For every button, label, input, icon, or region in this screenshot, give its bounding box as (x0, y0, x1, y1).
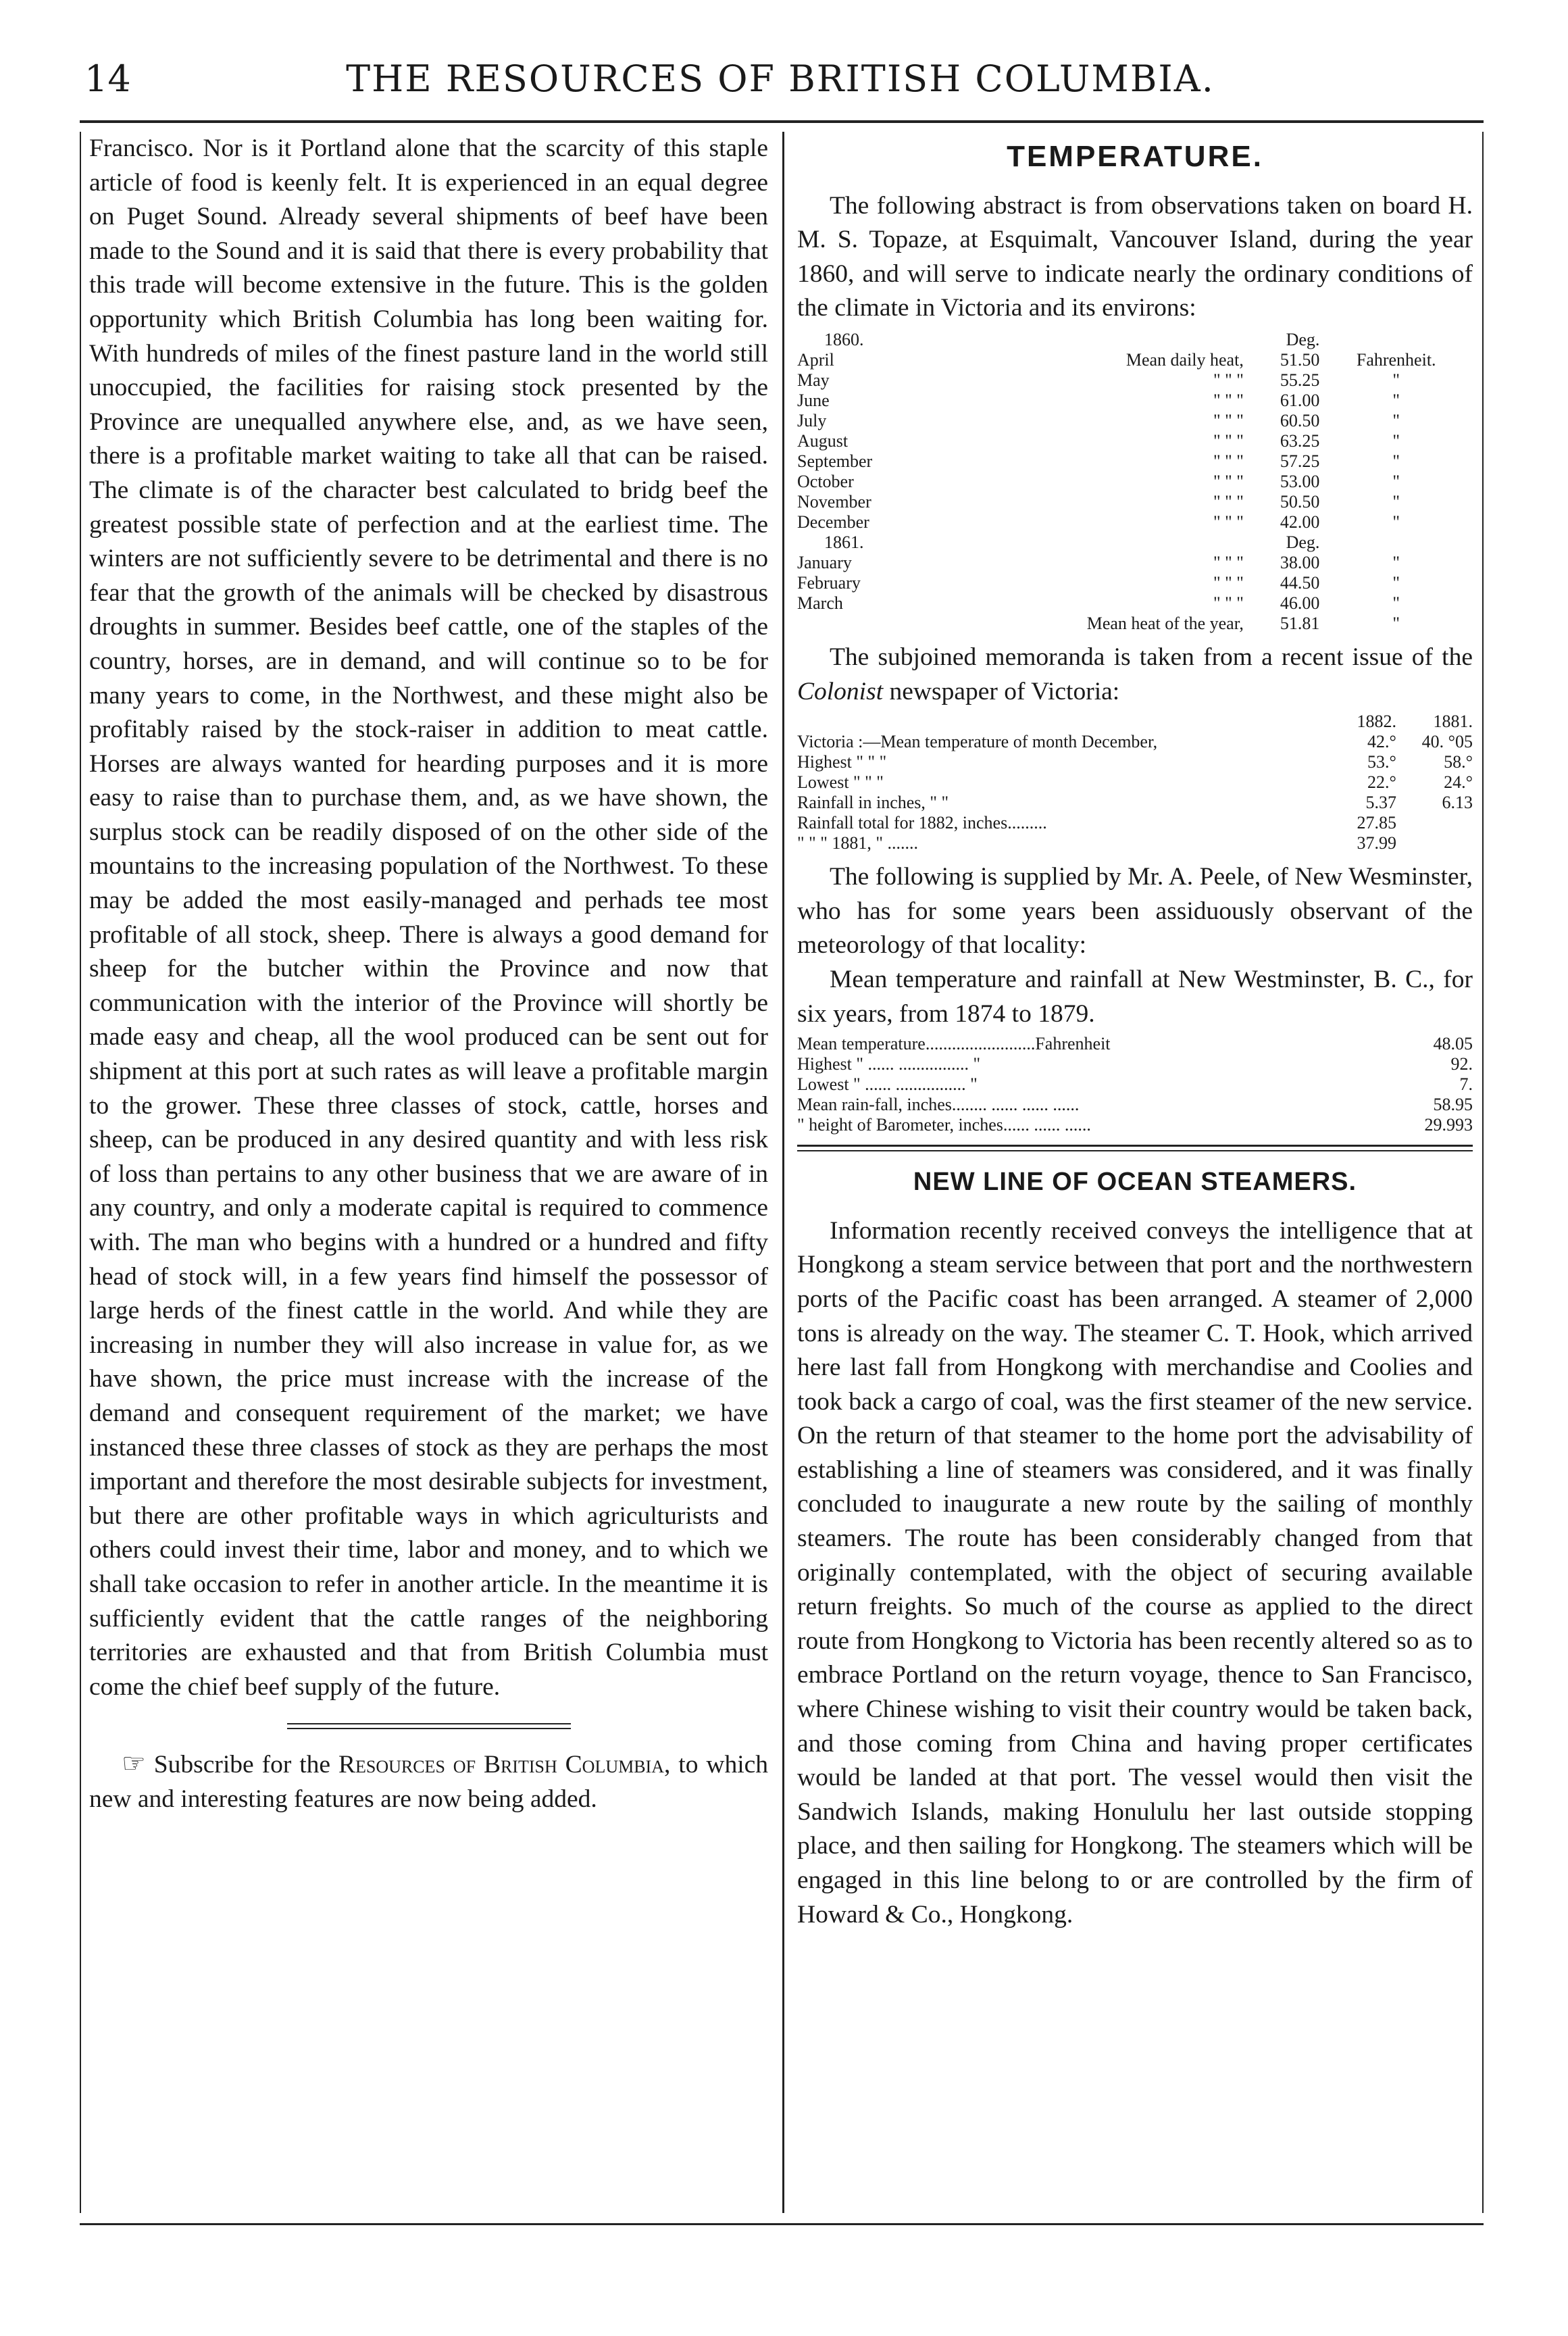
colonist-weather-table (797, 712, 1473, 853)
peele-caption: Mean temperature and rainfall at New Westminster, B. C., for six years, from 1874 to 1879. (797, 965, 1473, 1028)
table-row: Mean rain-fall, inches........ ...... ...... ...... 58.95 (797, 1095, 1473, 1115)
new-westminster-table (797, 1034, 1473, 1135)
right-column (797, 132, 1473, 1932)
colonist-newspaper-name: Colonist (797, 677, 884, 705)
table-row: Mean temperature.........................Fahrenheit 48.05 (797, 1034, 1473, 1054)
steamers-heading: NEW LINE OF OCEAN STEAMERS. (913, 1168, 1357, 1197)
table-row: May " " " 55.25 " (797, 370, 1400, 390)
temperature-intro: The following abstract is from observations taken on board H. M. S. Topaze, at Esquimalt, Vancouver Island, during the year 1860, and will serve to indicate nearly the ordinary conditions of the climate in Victoria and its environs: (797, 191, 1473, 322)
table-row: August " " " 63.25 " (797, 430, 1400, 451)
table-row: Rainfall total for 1882, inches......... 27.85 (797, 813, 1396, 833)
right-frame (1482, 132, 1484, 2213)
section-divider (287, 1723, 571, 1729)
table-row: " height of Barometer, inches...... ...... ...... 29.993 (797, 1115, 1473, 1135)
table-row: March " " " 46.00 " (797, 593, 1400, 613)
table-row: Lowest " ...... ................ " 7. (797, 1074, 1473, 1095)
table-row: " " " 1881, " ....... 37.99 (797, 833, 1396, 853)
topaze-temperature-table (797, 330, 1473, 634)
table-header-row: 1882. 1881. (1357, 712, 1473, 732)
page-number: 14 (84, 57, 131, 100)
table-row: February " " " 44.50 " (797, 572, 1400, 593)
table-row: July " " " 60.50 " (797, 410, 1400, 430)
left-column (89, 132, 768, 1817)
table-row: Highest " " " 53.° 58.° (797, 752, 1473, 772)
table-row: April Mean daily heat, 51.50 Fahrenheit. (797, 349, 1436, 370)
subscribe-notice: ☞ Subscribe for the Resources of British Columbia, to which new and interesting features are now being added. (89, 1748, 769, 1813)
running-title: THE RESOURCES OF BRITISH COLUMBIA. (346, 57, 1215, 100)
table-row: October " " " 53.00 " (797, 471, 1400, 491)
steamers-article-text: Information recently received conveys the intelligence that at Hongkong a steam service between that port and the northwestern ports of the Pacific coast has been arranged. A steamer of 2,000 tons is already on the way. The steamer C. T. Hook, which arrived here last fall from Hongkong with merchandise and Coolies and took back a cargo of coal, was the first steamer of the new service. On the return of that steamer to the home port the advisability of establishing a line of steamers was considered, and it was finally concluded to inaugurate a new route by the sailing of monthly steamers. The route has been considerably changed from that originally contemplated, with the object of securing available return freights. So much of the course as applied to the direct route from Hongkong to Victoria has been recently altered so as to embrace Portland on the return voyage, thence to San Francisco, where Chinese wishing to visit their country would be taken back, and those coming from China and having proper certificates would be landed at that port. The vessel would then visit the Sandwich Islands, making Honululu her last outside stopping place, and then sailing for Hongkong. The steamers which will be engaged in this line belong to or are controlled by the firm of Howard & Co., Hongkong. (797, 1216, 1473, 1929)
section-divider (797, 1145, 1473, 1151)
table-row: Mean heat of the year, 51.81 " (1086, 613, 1400, 633)
top-rule (80, 120, 1484, 123)
temperature-heading: TEMPERATURE. (1007, 140, 1263, 173)
table-row: Rainfall in inches, " " 5.37 6.13 (797, 793, 1473, 813)
table-row: September " " " 57.25 " (797, 451, 1400, 471)
publication-title: Resources of British Columbia (338, 1751, 664, 1779)
bottom-rule (80, 2223, 1484, 2225)
table-row: June " " " 61.00 " (797, 390, 1400, 410)
pointing-hand-icon: ☞ (122, 1748, 146, 1779)
table-row: 1860. Deg. (824, 329, 1320, 349)
left-frame (80, 132, 81, 2213)
table-row: Victoria :—Mean temperature of month December, 42.° 40. °05 (797, 732, 1473, 752)
table-row: Highest " ...... ................ " 92. (797, 1054, 1473, 1074)
table-row: January " " " 38.00 " (797, 552, 1400, 572)
page-header (84, 57, 1476, 118)
peele-intro: The following is supplied by Mr. A. Peele, of New Wesminster, who has for some years been assiduously observant of the meteorology of that locality: (797, 863, 1473, 960)
table-row: 1861. Deg. (824, 532, 1320, 552)
table-row: Lowest " " " 22.° 24.° (797, 772, 1473, 793)
table-row: December " " " 42.00 " (797, 512, 1400, 532)
colonist-intro: The subjoined memoranda is taken from a recent issue of the Colonist newspaper of Victoria: (797, 643, 1473, 705)
table-row: November " " " 50.50 " (797, 491, 1400, 512)
column-divider (782, 132, 784, 2213)
cattle-article-text: Francisco. Nor is it Portland alone that the scarcity of this staple article of food is keenly felt. It is experienced in an equal degree on Puget Sound. Already several shipments of beef have been made to the Sound and it is said that there is every probability that this trade will become extensive in the future. This is the golden opportunity which British Columbia has long been waiting for. With hundreds of miles of the finest pasture land in the world still unoccupied, the facilities for raising stock presented by the Province are unequalled anywhere else, and, as we have seen, there is a profitable market waiting to take all that can be raised. The climate is of the character best calculated to bridg beef the greatest possible state of perfection and at the earliest time. The winters are not sufficiently severe to be detrimental and there is no fear that the growth of the animals will be checked by disastrous droughts in summer. Besides beef cattle, one of the staples of the country, horses, are in demand, and will continue so to be for many years to come, in the Northwest, and these might also be profitably raised by the stock-raiser in addition to meat cattle. Horses are always wanted for hearding purposes and it is more easy to raise than to purchase them, and, as we have shown, the surplus stock can be readily disposed of on the other side of the mountains to the increasing population of the Northwest. To these may be added the most easily-managed and perhads tee most profitable of all stock, sheep. There is always a good demand for sheep for the butcher within the Province and now that communication with the interior of the Province will shortly be made easy and cheap, all the wool produced can be sent out for shipment at this port at such rates as will leave a profitable margin to the grower. These three classes of stock, cattle, horses and sheep, can be produced in any desired quantity and with less risk of loss than pertains to any other business that we are aware of in any country, and only a moderate capital is required to commence with. The man who begins with a hundred or a hundred and fifty head of stock will, in a few years find himself the possessor of large herds of the finest cattle in the world. And while they are increasing in number they will also increase in value for, as we have shown, the price must increase with the increase of the demand and consequent requirement of the market; we have instanced these three classes of stock as they are perhaps the most important and therefore the most desirable subjects for investment, but there are other profitable ways in which agriculturists and others could invest their time, labor and money, and to which we shall take occasion to refer in another article. In the meantime it is sufficiently evident that the cattle ranges of the neighboring territories are exhausted and that from British Columbia must come the chief beef supply of the future. (89, 134, 768, 1701)
